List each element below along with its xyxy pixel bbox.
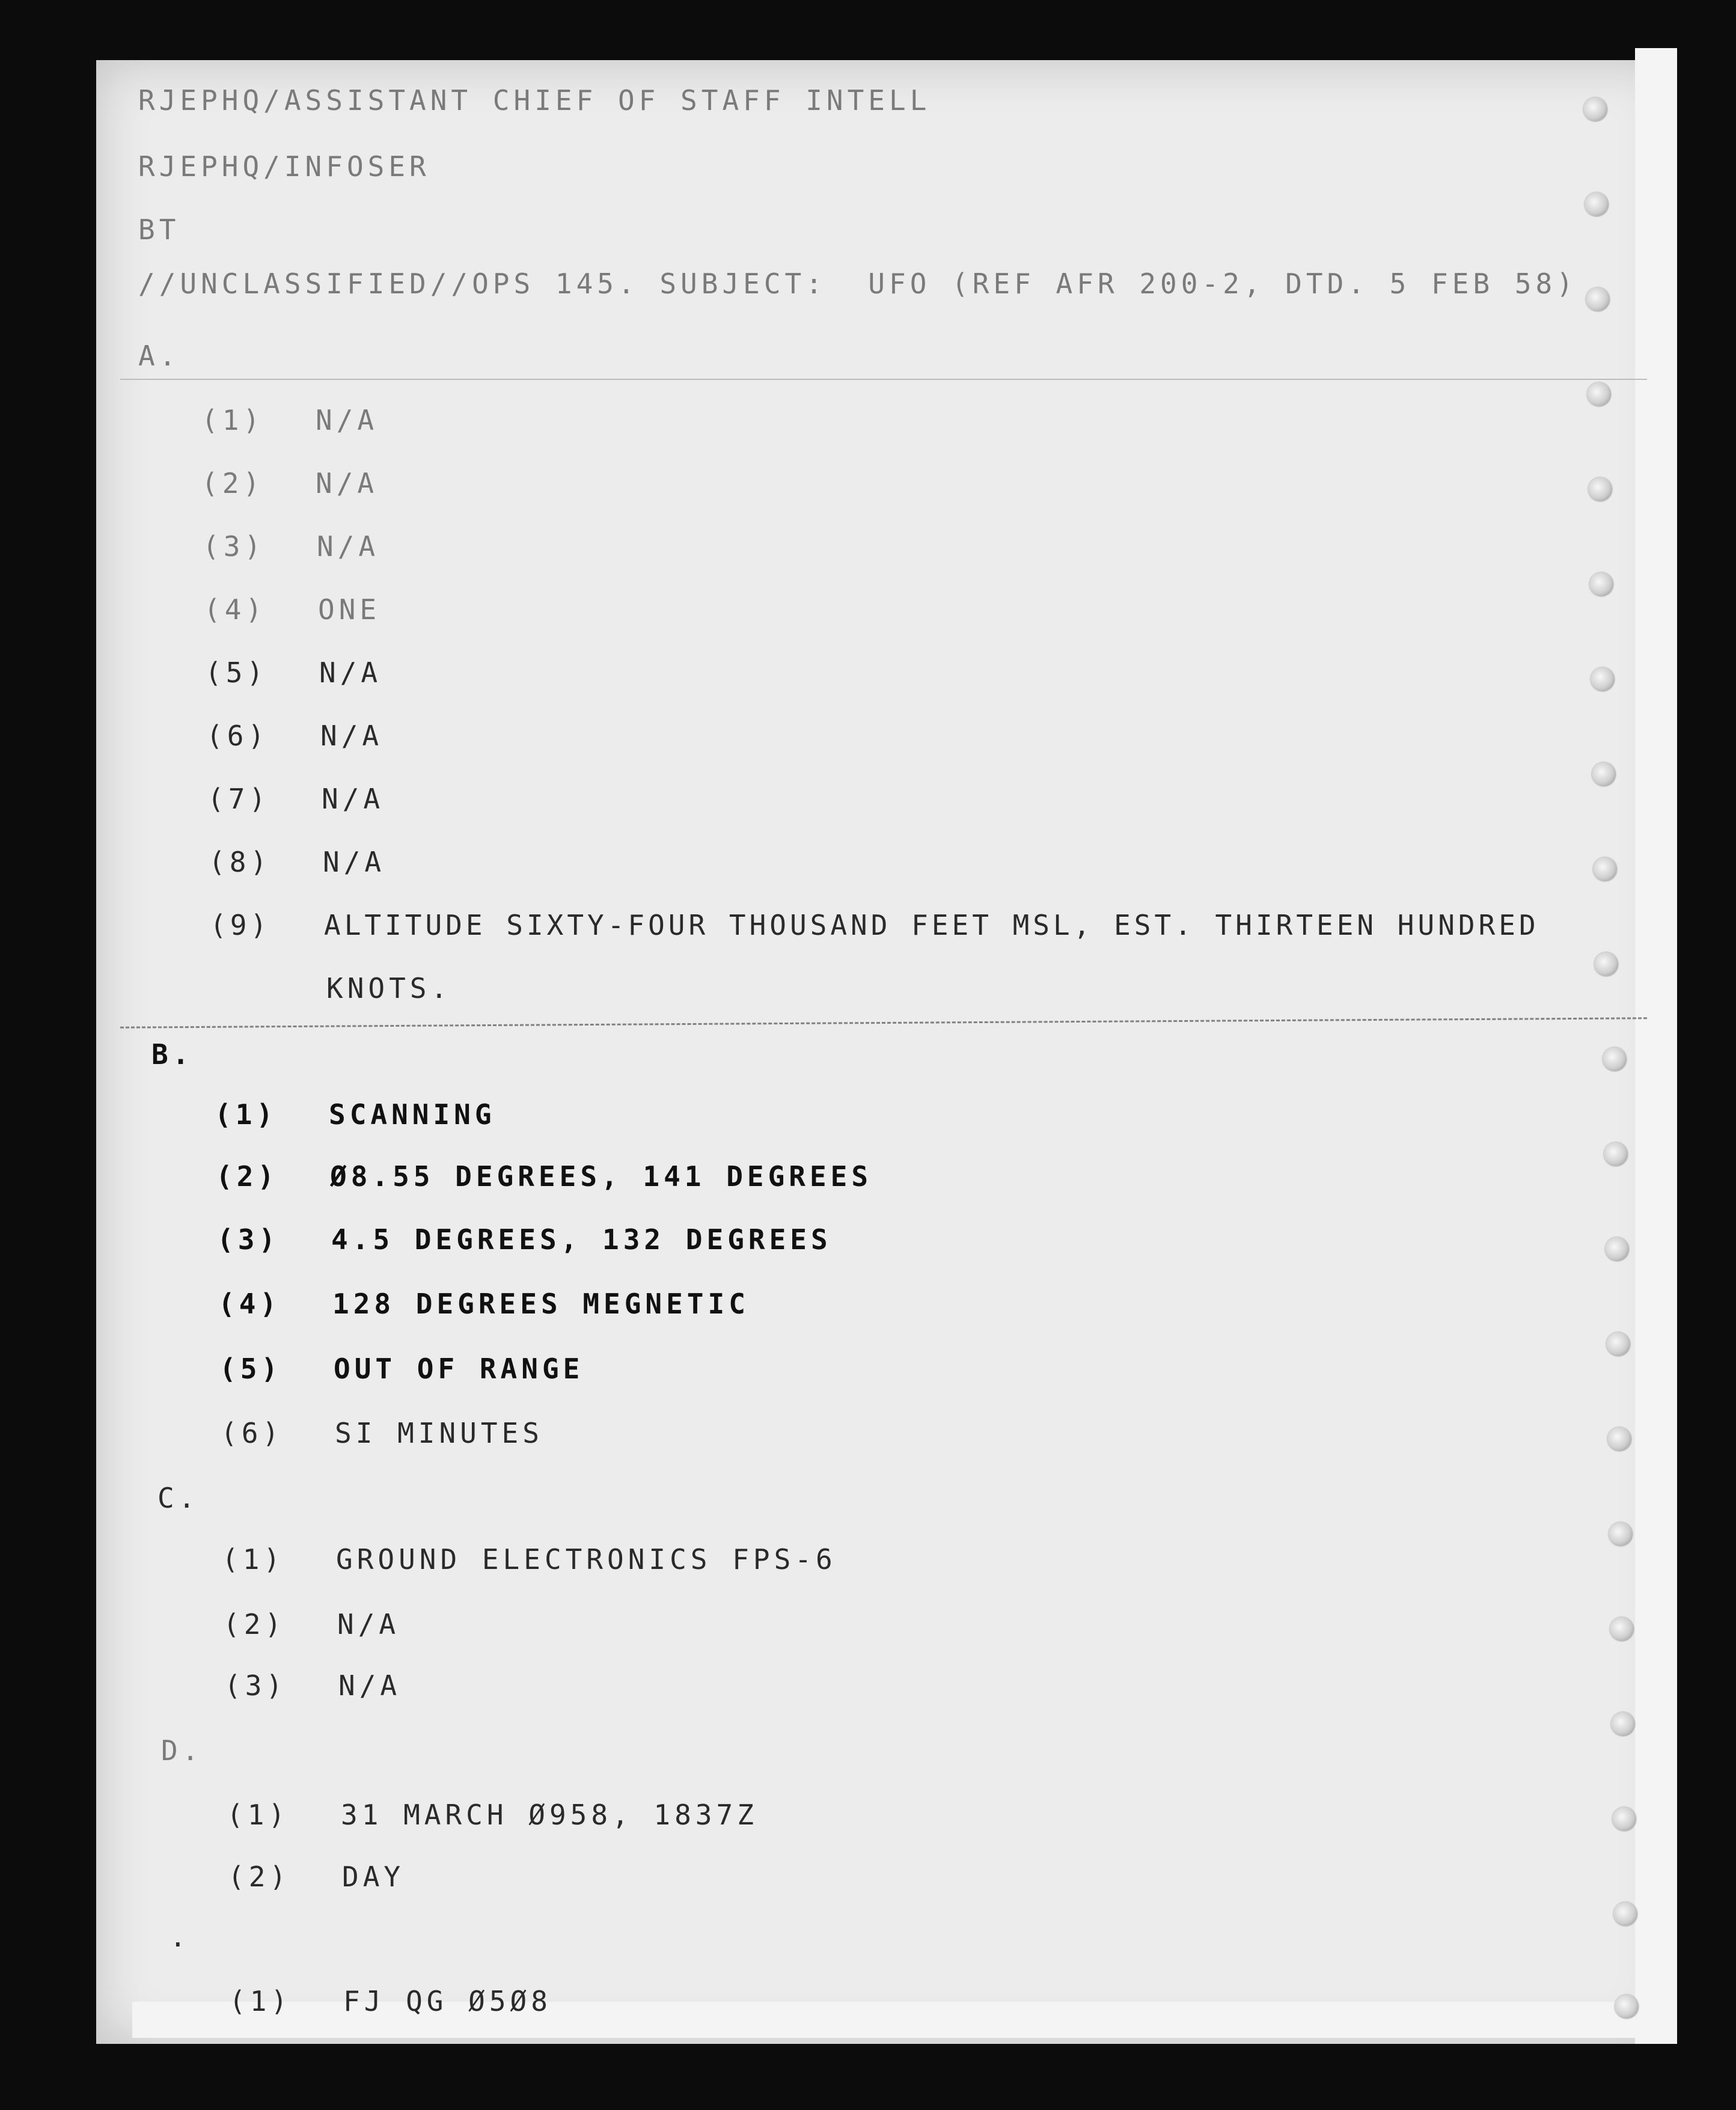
section-e-label: . xyxy=(170,1921,191,1953)
section-b-item xyxy=(218,1288,750,1320)
paper-overlap-edge xyxy=(120,379,1647,380)
item-text: DAY xyxy=(342,1861,405,1893)
feed-hole xyxy=(1592,762,1616,786)
item-number: (2) xyxy=(201,467,264,500)
item-text: N/A xyxy=(338,1669,402,1702)
routing-line-1: RJEPHQ/ASSISTANT CHIEF OF STAFF INTELL xyxy=(138,84,931,117)
item-number: (2) xyxy=(223,1608,286,1641)
item-number: (4) xyxy=(204,593,267,626)
tractor-feed-strip xyxy=(1635,48,1677,2044)
feed-hole xyxy=(1615,1995,1639,2019)
item-number: (6) xyxy=(206,720,269,752)
feed-hole xyxy=(1583,97,1607,121)
section-d-item xyxy=(227,1799,758,1831)
section-a-item xyxy=(204,593,381,626)
section-d-item xyxy=(228,1861,405,1893)
item-number: (4) xyxy=(218,1288,281,1320)
feed-hole xyxy=(1603,1047,1627,1071)
item-number: (1) xyxy=(201,404,264,436)
item-text: N/A xyxy=(319,656,382,689)
feed-hole xyxy=(1611,1712,1635,1736)
section-a-item xyxy=(203,530,379,563)
feed-hole xyxy=(1594,952,1618,976)
feed-hole xyxy=(1612,1807,1636,1831)
section-a-label: A. xyxy=(138,340,180,372)
item-number: (1) xyxy=(229,1985,292,2017)
section-c-item xyxy=(224,1669,401,1702)
item-text: N/A xyxy=(316,404,379,436)
feed-hole xyxy=(1604,1142,1628,1166)
item-number: (2) xyxy=(228,1861,291,1893)
section-a-item xyxy=(210,909,1539,941)
subject-line: //UNCLASSIFIED//OPS 145. SUBJECT: UFO (REF AFR 200-2, DTD. 5 FEB 58) xyxy=(138,268,1577,300)
item-text: N/A xyxy=(322,783,385,815)
section-d-label: D. xyxy=(161,1734,203,1767)
item-number: (5) xyxy=(205,656,268,689)
item-number: (1) xyxy=(227,1799,290,1831)
section-b-item xyxy=(219,1353,584,1385)
section-c-label: C. xyxy=(157,1482,200,1514)
item-text: ONE xyxy=(318,593,381,626)
item-text: 4.5 DEGREES, 132 DEGREES xyxy=(331,1223,832,1256)
item-number: (2) xyxy=(216,1160,279,1193)
section-a-item xyxy=(209,846,385,878)
section-b-label: B. xyxy=(151,1038,194,1071)
item-number: (9) xyxy=(210,909,271,941)
break-marker: BT xyxy=(138,213,180,246)
feed-hole xyxy=(1610,1617,1634,1641)
feed-hole xyxy=(1609,1522,1633,1546)
feed-hole xyxy=(1613,1902,1637,1926)
feed-hole xyxy=(1591,667,1615,691)
item-text: ALTITUDE SIXTY-FOUR THOUSAND FEET MSL, EST. THIRTEEN HUNDRED xyxy=(324,909,1539,941)
item-number: (3) xyxy=(224,1669,287,1702)
item-text: 128 DEGREES MEGNETIC xyxy=(332,1288,750,1320)
section-a-item xyxy=(201,404,378,436)
item-number: (5) xyxy=(219,1353,283,1385)
item-text: GROUND ELECTRONICS FPS-6 xyxy=(336,1543,837,1576)
section-a-item xyxy=(201,467,378,500)
item-number: (8) xyxy=(209,846,272,878)
section-a-item xyxy=(205,656,382,689)
feed-hole xyxy=(1586,287,1610,311)
feed-hole xyxy=(1607,1427,1631,1451)
feed-hole xyxy=(1605,1237,1629,1261)
item-text: FJ QG Ø5Ø8 xyxy=(343,1985,552,2017)
section-b-item xyxy=(217,1223,832,1256)
item-text: N/A xyxy=(337,1608,400,1641)
item-number: (1) xyxy=(215,1098,278,1131)
section-a-item xyxy=(207,783,384,815)
feed-hole xyxy=(1588,477,1612,501)
item-number: (7) xyxy=(207,783,270,815)
feed-hole xyxy=(1587,382,1611,406)
section-b-item xyxy=(221,1417,543,1449)
item-number: (3) xyxy=(203,530,266,563)
item-text: OUT OF RANGE xyxy=(334,1353,584,1385)
section-c-item xyxy=(222,1543,837,1576)
feed-hole xyxy=(1606,1332,1630,1356)
feed-hole xyxy=(1589,572,1613,596)
item-number: (1) xyxy=(222,1543,285,1576)
item-text: 31 MARCH Ø958, 1837Z xyxy=(341,1799,758,1831)
item-text: SCANNING xyxy=(329,1098,496,1131)
section-c-item xyxy=(223,1608,400,1641)
routing-line-2: RJEPHQ/INFOSER xyxy=(138,150,430,183)
section-e-item xyxy=(229,1985,552,2017)
item-text: N/A xyxy=(316,467,379,500)
item-text: Ø8.55 DEGREES, 141 DEGREES xyxy=(330,1160,873,1193)
item-text: N/A xyxy=(317,530,380,563)
feed-hole xyxy=(1585,192,1609,216)
paper-sheet xyxy=(96,60,1671,2044)
section-a-item xyxy=(206,720,383,752)
section-a-continuation: KNOTS. xyxy=(326,972,452,1005)
section-b-item xyxy=(215,1098,496,1131)
feed-hole xyxy=(1593,857,1617,881)
section-b-item xyxy=(216,1160,872,1193)
item-text: N/A xyxy=(323,846,386,878)
item-number: (3) xyxy=(217,1223,280,1256)
item-text: N/A xyxy=(320,720,384,752)
item-text: SI MINUTES xyxy=(335,1417,543,1449)
item-number: (6) xyxy=(221,1417,284,1449)
